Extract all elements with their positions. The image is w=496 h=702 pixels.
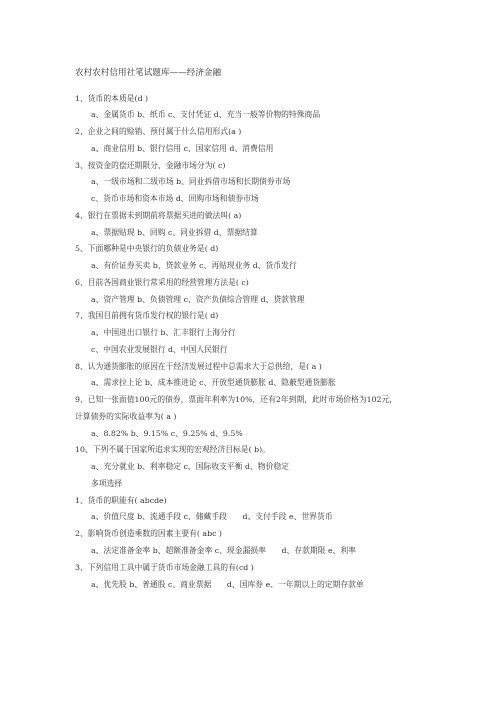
question-line: 2、影响货币创造乘数的因素主要有( abc ) [75, 529, 222, 538]
question-line: 1、货币的本质是(d ) [75, 94, 149, 103]
document-title: 农村农村信用社笔试题库——经济金融 [75, 68, 222, 78]
option-line: a、价值尺度 b、流通手段 c、储藏手段 d、支付手段 e、世界货币 [91, 512, 333, 521]
option-line: a、金属货币 b、纸币 c、支付凭证 d、充当一般等价物的特殊商品 [91, 110, 321, 119]
option-line: a、有价证券买卖 b、贷款业务 c、再贴现业务 d、货币发行 [91, 261, 297, 270]
option-line: a、8.82% b、9.15% c、9.25% d、9.5% [91, 429, 243, 438]
question-line: 10、下列不属于国家所追求实现的宏观经济目标是( b)。 [75, 445, 271, 454]
question-line: 计算债券的实际收益率为( a ) [75, 412, 177, 421]
option-line: a、票据贴现 b、回购 c、同业拆借 d、票据结算 [91, 228, 258, 237]
option-line: a、需求拉上论 b、成本推进论 c、开放型通货膨胀 d、隐蔽型通货膨胀 [91, 378, 336, 387]
question-line: 4、银行在票据未到期前将票据买进的做法叫( a) [75, 211, 242, 220]
option-line: c、货币市场和资本市场 d、回购市场和债券市场 [91, 194, 259, 203]
option-line: a、优先股 b、普通股 c、商业票据 d、国库券 e、一年期以上的定期存款单 [91, 580, 364, 589]
option-line: a、商业信用 b、银行信用 c、国家信用 d、消费信用 [91, 144, 274, 153]
question-line: 1、货币的职能有( abcde) [75, 496, 167, 505]
question-line: 6、目前各国商业银行常采用的经营管理方法是( c) [75, 278, 249, 287]
question-line: 8、认为通货膨胀的原因在于经济发展过程中总需求大于总供给，是( a ) [75, 362, 322, 371]
question-line: 9、已知一张面值100元的债券，票面年利率为10%，还有2年到期，此时市场价格为102元， [75, 395, 398, 404]
option-line: a、充分就业 b、利率稳定 c、国际收支平衡 d、物价稳定 [91, 462, 289, 471]
question-line: 5、下面哪种是中央银行的负债业务是( d) [75, 244, 219, 253]
option-line: a、一级市场和二级市场 b、同业拆借市场和长期债券市场 [91, 177, 291, 186]
option-line: a、中国进出口银行 b、汇丰银行上海分行 [91, 328, 236, 337]
question-line: 3、按资金的偿还期限分，金融市场分为( c) [75, 161, 226, 170]
option-line: a、资产管理 b、负债管理 c、资产负债综合管理 d、贷款管理 [91, 295, 305, 304]
section-heading: 多项选择 [91, 479, 123, 488]
question-line: 2、企业之间的赊销、预付属于什么信用形式(a ) [75, 127, 242, 136]
option-line: c、中国农业发展银行 d、中国人民银行 [91, 345, 228, 354]
option-line: a、法定准备金率 b、超额准备金率 c、现金漏损率 d、存款期限 e、利率 [91, 546, 356, 555]
question-line: 3、下列信用工具中属于货币市场金融工具的有(cd ) [75, 563, 254, 572]
question-line: 7、我国目前拥有货币发行权的银行是( d) [75, 311, 219, 320]
